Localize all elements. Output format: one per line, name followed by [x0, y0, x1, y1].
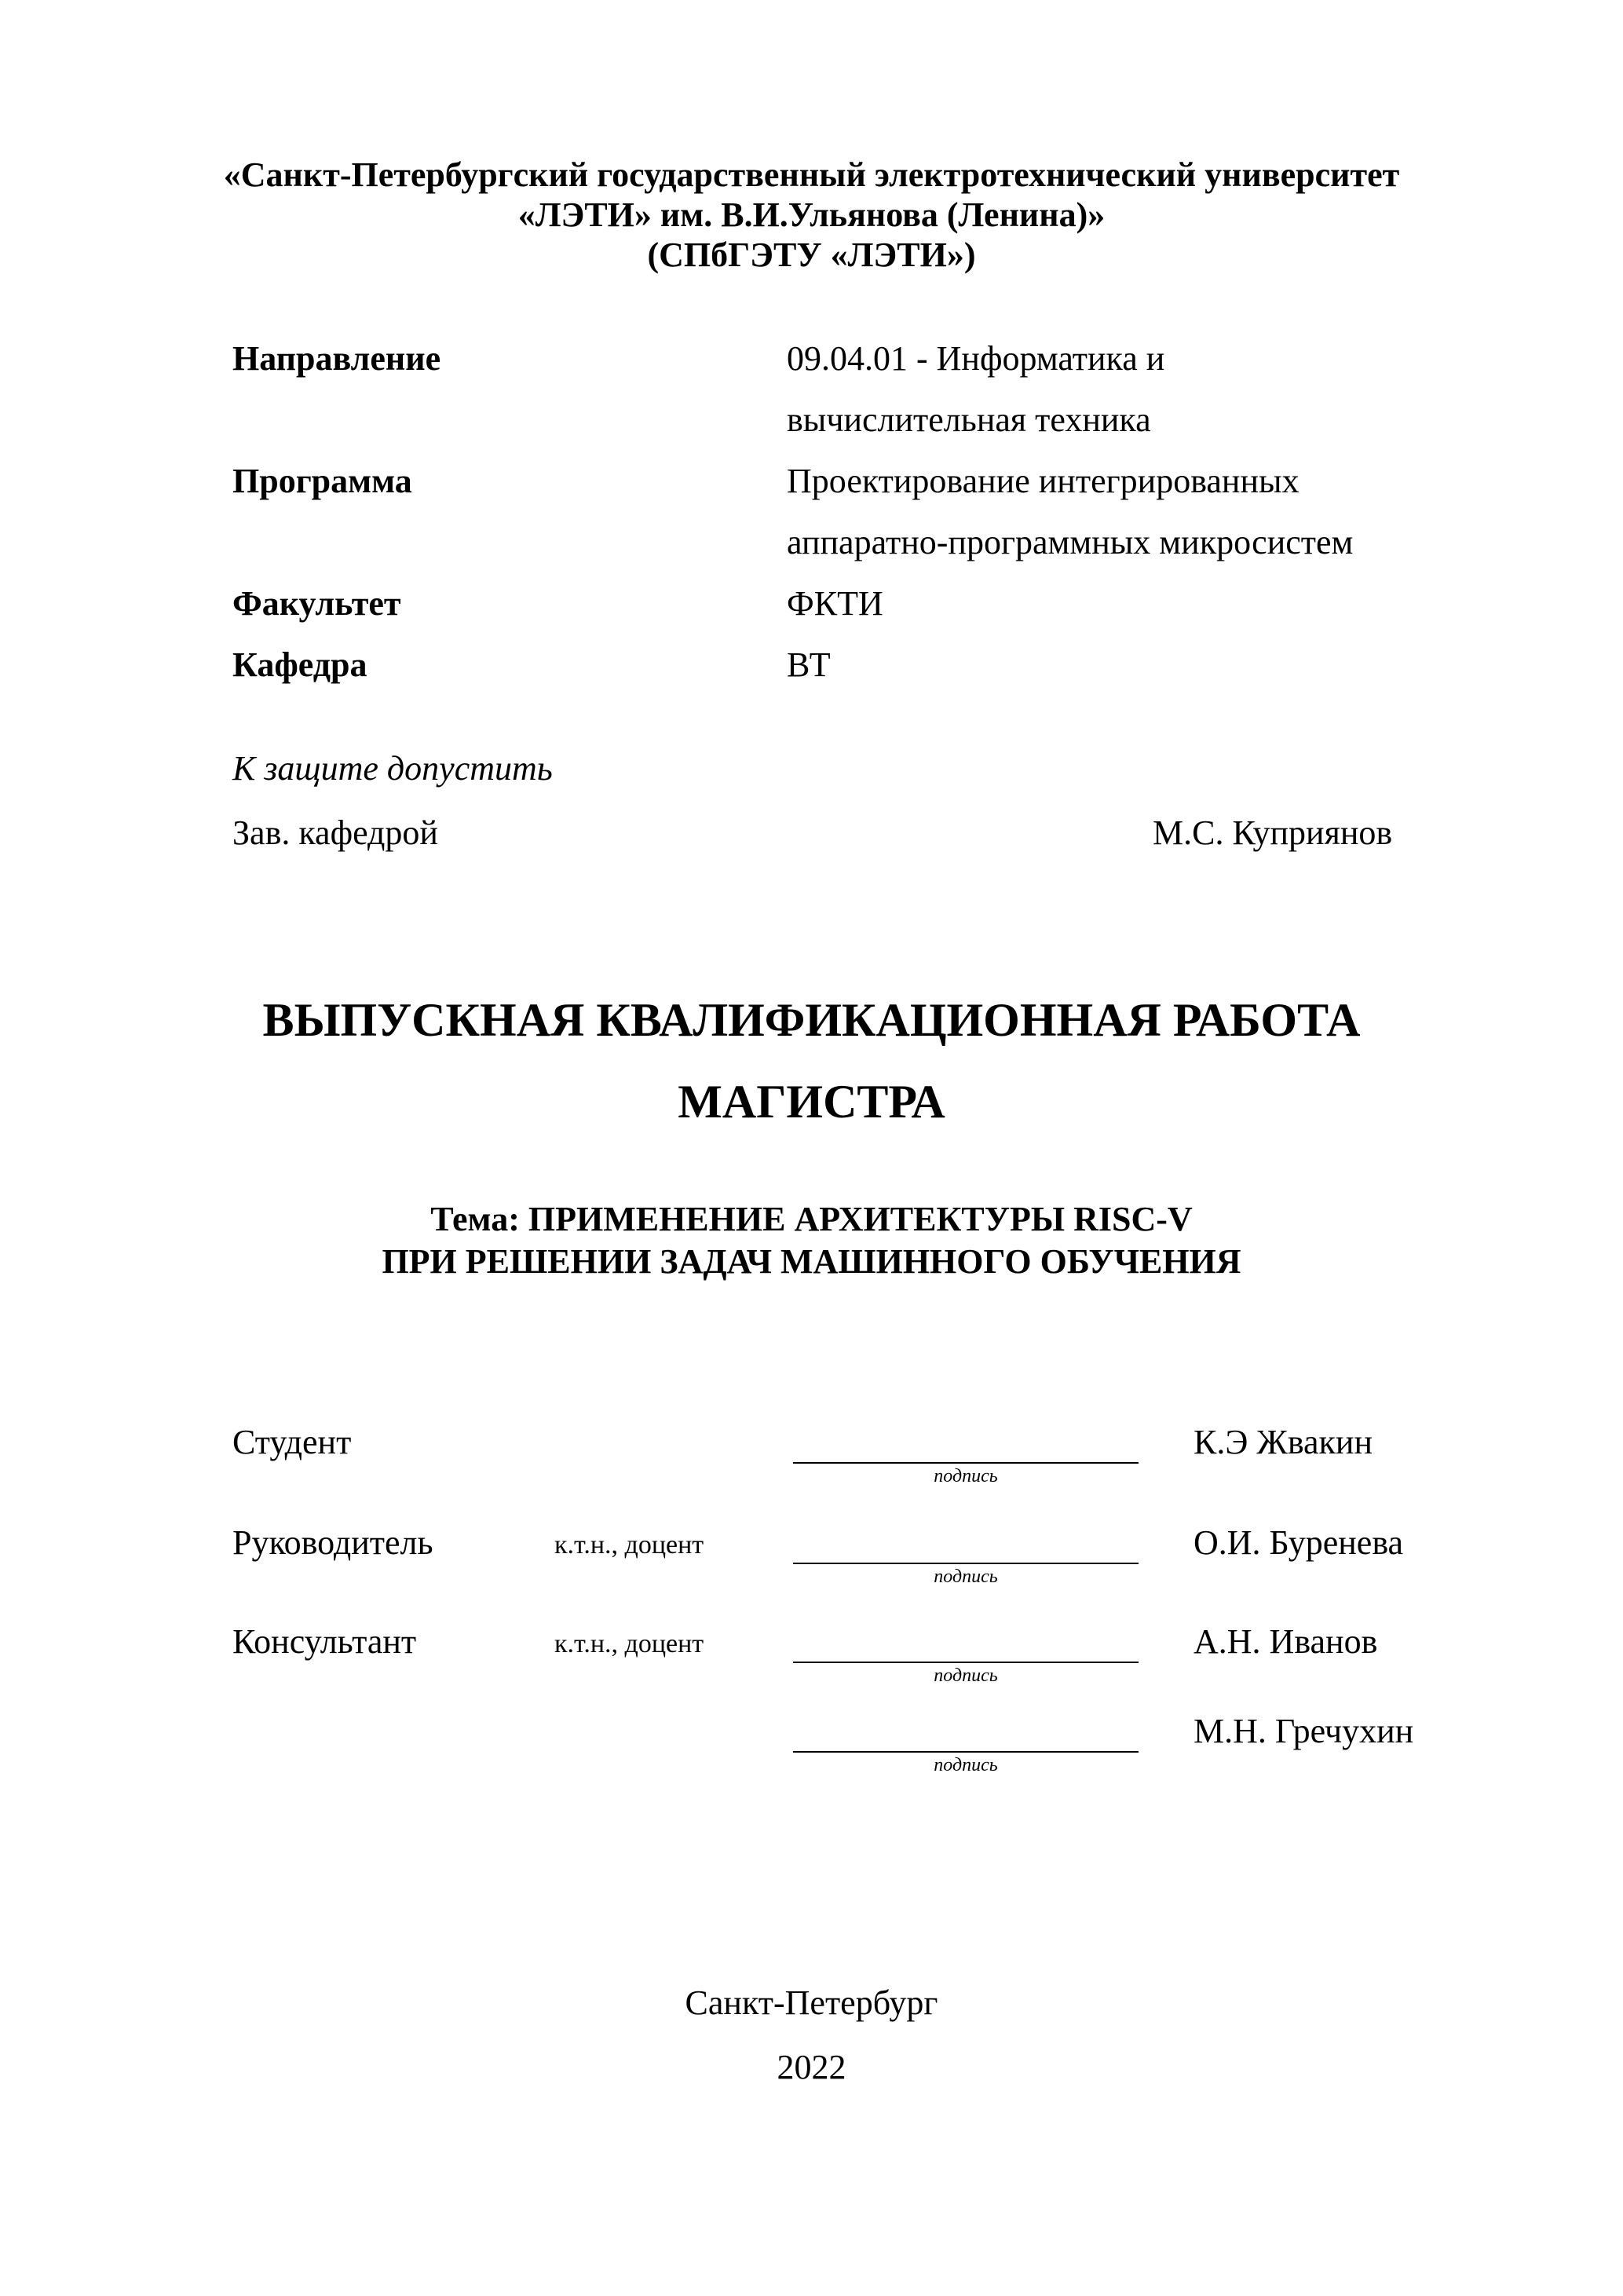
- program-label: Программа: [232, 462, 412, 500]
- head-of-department-label: Зав. кафедрой: [232, 813, 438, 852]
- direction-value-line-1: 09.04.01 - Информатика и: [787, 339, 1165, 378]
- topic-line-1: Тема: ПРИМЕНЕНИЕ АРХИТЕКТУРЫ RISC-V: [430, 1200, 1193, 1238]
- university-name-line-2: «ЛЭТИ» им. В.И.Ульянова (Ленина)»: [517, 196, 1106, 234]
- topic-line-2: ПРИ РЕШЕНИИ ЗАДАЧ МАШИННОГО ОБУЧЕНИЯ: [382, 1242, 1241, 1281]
- signature-degree-supervisor: к.т.н., доцент: [554, 1530, 704, 1559]
- signature-name-student: К.Э Жвакин: [1193, 1423, 1373, 1461]
- department-value: ВТ: [787, 645, 831, 684]
- signature-name-supervisor: О.И. Буренева: [1193, 1523, 1404, 1562]
- signature-caption: подпись: [934, 1755, 998, 1775]
- direction-label: Направление: [232, 339, 441, 378]
- signature-caption: подпись: [934, 1665, 998, 1686]
- year: 2022: [777, 2048, 846, 2086]
- document-title-line-2: МАГИСТРА: [678, 1076, 945, 1128]
- signature-name-second-consultant: М.Н. Гречухин: [1193, 1712, 1414, 1750]
- city: Санкт-Петербург: [685, 1983, 938, 2022]
- program-value-line-1: Проектирование интегрированных: [787, 462, 1299, 500]
- signature-caption: подпись: [934, 1567, 998, 1587]
- document-title-line-1: ВЫПУСКНАЯ КВАЛИФИКАЦИОННАЯ РАБОТА: [262, 994, 1361, 1046]
- department-label: Кафедра: [232, 645, 367, 684]
- direction-value-line-2: вычислительная техника: [787, 400, 1151, 439]
- faculty-value: ФКТИ: [787, 584, 883, 623]
- signature-line: [793, 1751, 1139, 1753]
- signature-role-student: Студент: [232, 1423, 352, 1461]
- signature-name-consultant: А.Н. Иванов: [1193, 1622, 1378, 1661]
- university-name-line-1: «Санкт-Петербургский государственный электротехнический университет: [223, 155, 1400, 194]
- faculty-label: Факультет: [232, 584, 401, 623]
- signature-line: [793, 1662, 1139, 1663]
- signature-caption: подпись: [934, 1466, 998, 1486]
- signature-degree-consultant: к.т.н., доцент: [554, 1629, 704, 1658]
- admission-note: К защите допустить: [232, 749, 553, 788]
- university-abbreviation: (СПбГЭТУ «ЛЭТИ»): [647, 236, 976, 274]
- signature-line: [793, 1462, 1139, 1464]
- head-of-department-name: М.С. Куприянов: [1153, 813, 1393, 852]
- signature-line: [793, 1563, 1139, 1564]
- signature-role-supervisor: Руководитель: [232, 1523, 433, 1562]
- signature-role-consultant: Консультант: [232, 1622, 417, 1661]
- program-value-line-2: аппаратно-программных микросистем: [787, 523, 1354, 561]
